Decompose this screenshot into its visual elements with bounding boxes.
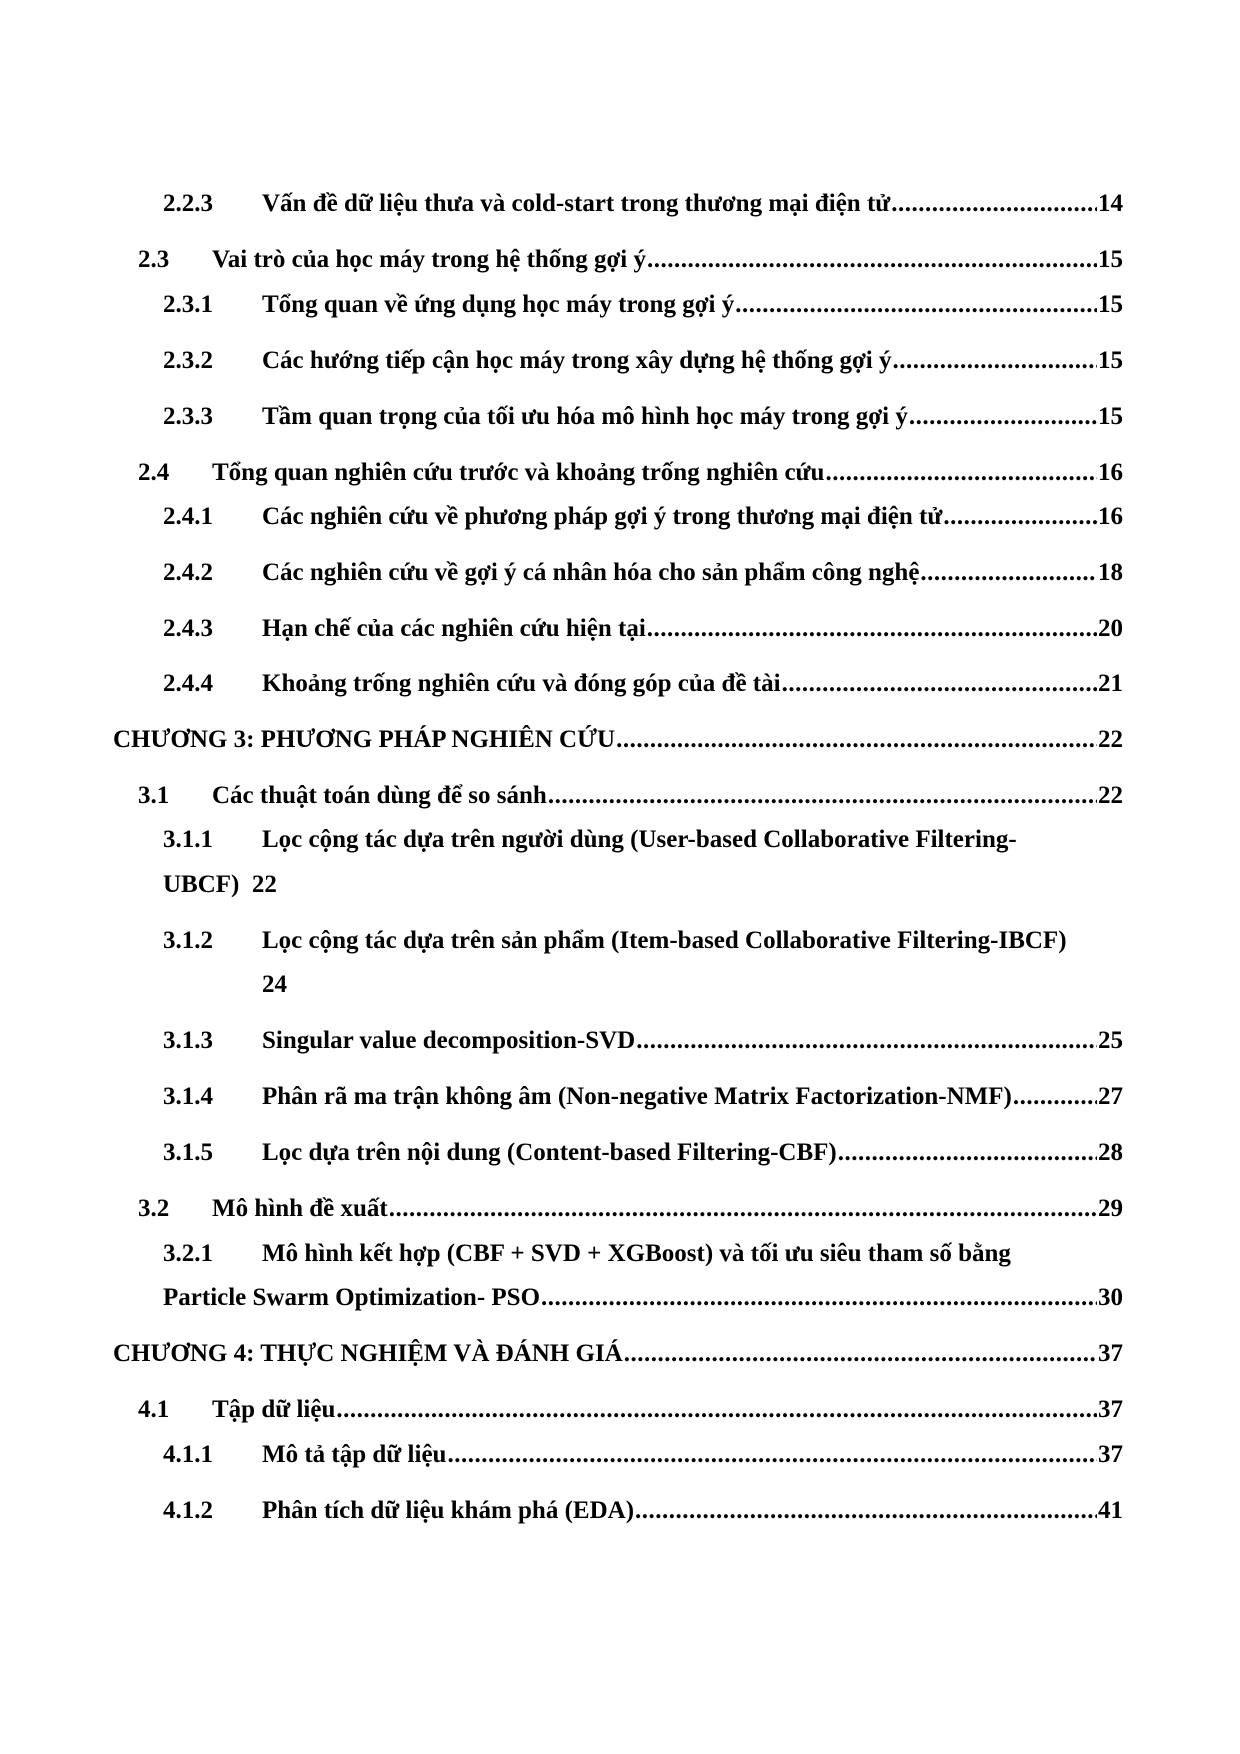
toc-title: Hạn chế của các nghiên cứu hiện tại (262, 615, 646, 642)
toc-entry-body (212, 1393, 1123, 1427)
toc-page: 15 (1098, 291, 1123, 318)
toc-entry-body (212, 456, 1123, 490)
toc-number: 4.1.1 (163, 1441, 213, 1468)
toc-entry-2-3-3[interactable] (0, 400, 1240, 434)
toc-page: 14 (1098, 190, 1123, 217)
toc-number: 2.3.3 (163, 403, 213, 430)
dot-leader (920, 556, 1097, 590)
toc-page: 24 (262, 971, 287, 998)
toc-entry-2-4[interactable] (0, 456, 1240, 490)
dot-leader (389, 1192, 1097, 1226)
toc-entry-body (113, 723, 1123, 757)
toc-title: Phân rã ma trận không âm (Non-negative Matrix Factorization-NMF) (262, 1083, 1012, 1110)
dot-leader (336, 1393, 1097, 1427)
toc-entry-2-4-2[interactable] (0, 556, 1240, 590)
toc-number: 2.4 (138, 459, 170, 486)
toc-title: Mô tả tập dữ liệu (262, 1441, 447, 1468)
toc-entry-3-1[interactable] (0, 779, 1240, 813)
toc-title: Tổng quan nghiên cứu trước và khoảng trống nghiên cứu (212, 459, 825, 486)
toc-entry-body (262, 1438, 1123, 1472)
toc-page: 18 (1098, 559, 1123, 586)
toc-number: 3.1.1 (163, 826, 213, 853)
toc-title: Lọc cộng tác dựa trên người dùng (User-based Collaborative Filtering- (262, 826, 1017, 853)
toc-title: Vai trò của học máy trong hệ thống gợi ý (212, 246, 646, 273)
toc-entry-body (212, 243, 1123, 277)
toc-title: Các nghiên cứu về gợi ý cá nhân hóa cho sản phẩm công nghệ (262, 559, 920, 586)
dot-leader (541, 1281, 1097, 1315)
toc-number: 3.1.2 (163, 927, 213, 954)
toc-number: 3.1 (138, 782, 170, 809)
toc-page: 21 (1098, 670, 1123, 697)
dot-leader (893, 344, 1097, 378)
toc-chapter-title: CHƯƠNG 4: THỰC NGHIỆM VÀ ĐÁNH GIÁ (113, 1340, 623, 1367)
toc-page: 20 (1098, 615, 1123, 642)
toc-entry-3-1-5[interactable] (0, 1136, 1240, 1170)
toc-entry-body (262, 500, 1123, 534)
dot-leader (891, 187, 1097, 221)
toc-title: Phân tích dữ liệu khám phá (EDA) (262, 1497, 635, 1524)
toc-title: Tập dữ liệu (212, 1396, 336, 1423)
toc-entry-body (113, 1337, 1123, 1371)
toc-title-continuation: UBCF) 22 (163, 871, 277, 898)
dot-leader (943, 500, 1097, 534)
dot-leader (647, 612, 1097, 646)
dot-leader (624, 1337, 1097, 1371)
dot-leader (735, 288, 1097, 322)
toc-page: 37 (1098, 1441, 1123, 1468)
toc-entry-2-4-4[interactable] (0, 667, 1240, 701)
toc-title: Mô hình đề xuất (212, 1195, 388, 1222)
toc-entry-body (262, 187, 1123, 221)
toc-entry-2-4-3[interactable] (0, 612, 1240, 646)
toc-number: 3.1.4 (163, 1083, 213, 1110)
toc-entry-body (262, 344, 1123, 378)
toc-title: Các nghiên cứu về phương pháp gợi ý trong thương mại điện tử (262, 503, 943, 530)
toc-chapter-4[interactable] (0, 1337, 1240, 1371)
toc-entry-body (262, 1080, 1123, 1114)
toc-number: 2.3.2 (163, 347, 213, 374)
dot-leader (616, 723, 1097, 757)
toc-title: Vấn đề dữ liệu thưa và cold-start trong thương mại điện tử (262, 190, 891, 217)
dot-leader (1013, 1080, 1097, 1114)
toc-page: 37 (1098, 1396, 1123, 1423)
toc-page: 27 (1098, 1083, 1123, 1110)
toc-page: 15 (1098, 347, 1123, 374)
toc-title: Mô hình kết hợp (CBF + SVD + XGBoost) và tối ưu siêu tham số bằng (262, 1240, 1011, 1267)
toc-entry-4-1-1[interactable] (0, 1438, 1240, 1472)
toc-entry-3-1-2[interactable] (0, 924, 1240, 958)
dot-leader (647, 243, 1097, 277)
dot-leader (825, 456, 1097, 490)
toc-entry-body (212, 779, 1123, 813)
toc-page: 25 (1098, 1027, 1123, 1054)
toc-number: 4.1 (138, 1396, 170, 1423)
toc-page: 22 (1098, 726, 1123, 753)
toc-page: 15 (1098, 403, 1123, 430)
toc-number: 2.4.4 (163, 670, 213, 697)
toc-entry-3-1-2-continuation[interactable] (0, 968, 1240, 1002)
toc-entry-3-2[interactable] (0, 1192, 1240, 1226)
toc-number: 2.3.1 (163, 291, 213, 318)
toc-number: 2.4.1 (163, 503, 213, 530)
toc-number: 3.2.1 (163, 1240, 213, 1267)
toc-page: 16 (1098, 503, 1123, 530)
toc-entry-2-2-3[interactable] (0, 187, 1240, 221)
toc-entry-body (262, 400, 1123, 434)
toc-number: 2.4.2 (163, 559, 213, 586)
dot-leader (838, 1136, 1097, 1170)
toc-title: Khoảng trống nghiên cứu và đóng góp của đề tài (262, 670, 781, 697)
toc-title: Các thuật toán dùng để so sánh (212, 782, 547, 809)
toc-page: 22 (1098, 782, 1123, 809)
toc-chapter-title: CHƯƠNG 3: PHƯƠNG PHÁP NGHIÊN CỨU (113, 726, 616, 753)
toc-entry-3-1-1-continuation[interactable] (0, 868, 1240, 902)
toc-page: 28 (1098, 1139, 1123, 1166)
toc-page: 37 (1098, 1340, 1123, 1367)
toc-entry-body (262, 667, 1123, 701)
toc-page: 30 (1098, 1284, 1123, 1311)
toc-entry-body (262, 1494, 1123, 1528)
toc-page: 41 (1098, 1497, 1123, 1524)
toc-chapter-3[interactable] (0, 723, 1240, 757)
toc-entry-2-3-2[interactable] (0, 344, 1240, 378)
toc-entry-body (262, 1024, 1123, 1058)
dot-leader (636, 1024, 1097, 1058)
toc-entry-3-2-1-continuation[interactable] (0, 1281, 1240, 1315)
toc-entry-2-3-1[interactable] (0, 288, 1240, 322)
dot-leader (447, 1438, 1097, 1472)
toc-entry-body (262, 612, 1123, 646)
toc-title: Các hướng tiếp cận học máy trong xây dựng hệ thống gợi ý (262, 347, 892, 374)
toc-page: 29 (1098, 1195, 1123, 1222)
toc-number: 3.2 (138, 1195, 170, 1222)
toc-number: 3.1.3 (163, 1027, 213, 1054)
toc-number: 2.2.3 (163, 190, 213, 217)
toc-entry-3-1-3[interactable] (0, 1024, 1240, 1058)
toc-entry-4-1-2[interactable] (0, 1494, 1240, 1528)
toc-entry-3-1-4[interactable] (0, 1080, 1240, 1114)
toc-entry-3-2-1[interactable] (0, 1237, 1240, 1271)
dot-leader (909, 400, 1097, 434)
toc-entry-body (163, 1281, 1123, 1315)
toc-number: 3.1.5 (163, 1139, 213, 1166)
toc-title: Lọc cộng tác dựa trên sản phẩm (Item-based Collaborative Filtering-IBCF) (262, 927, 1067, 954)
toc-page: 15 (1098, 246, 1123, 273)
toc-page: 16 (1098, 459, 1123, 486)
toc-entry-body (262, 1136, 1123, 1170)
toc-title: Tổng quan về ứng dụng học máy trong gợi ý (262, 291, 735, 318)
toc-title-continuation: Particle Swarm Optimization- PSO (163, 1284, 541, 1311)
toc-number: 2.3 (138, 246, 170, 273)
dot-leader (548, 779, 1097, 813)
toc-title: Tầm quan trọng của tối ưu hóa mô hình học máy trong gợi ý (262, 403, 908, 430)
toc-entry-2-4-1[interactable] (0, 500, 1240, 534)
toc-title: Singular value decomposition-SVD (262, 1027, 636, 1054)
toc-entry-4-1[interactable] (0, 1393, 1240, 1427)
toc-title: Lọc dựa trên nội dung (Content-based Filtering-CBF) (262, 1139, 837, 1166)
toc-entry-2-3[interactable] (0, 243, 1240, 277)
dot-leader (635, 1494, 1097, 1528)
toc-number: 4.1.2 (163, 1497, 213, 1524)
toc-entry-3-1-1[interactable] (0, 823, 1240, 857)
toc-entry-body (262, 556, 1123, 590)
toc-entry-body (212, 1192, 1123, 1226)
toc-entry-body (262, 288, 1123, 322)
dot-leader (782, 667, 1097, 701)
toc-number: 2.4.3 (163, 615, 213, 642)
